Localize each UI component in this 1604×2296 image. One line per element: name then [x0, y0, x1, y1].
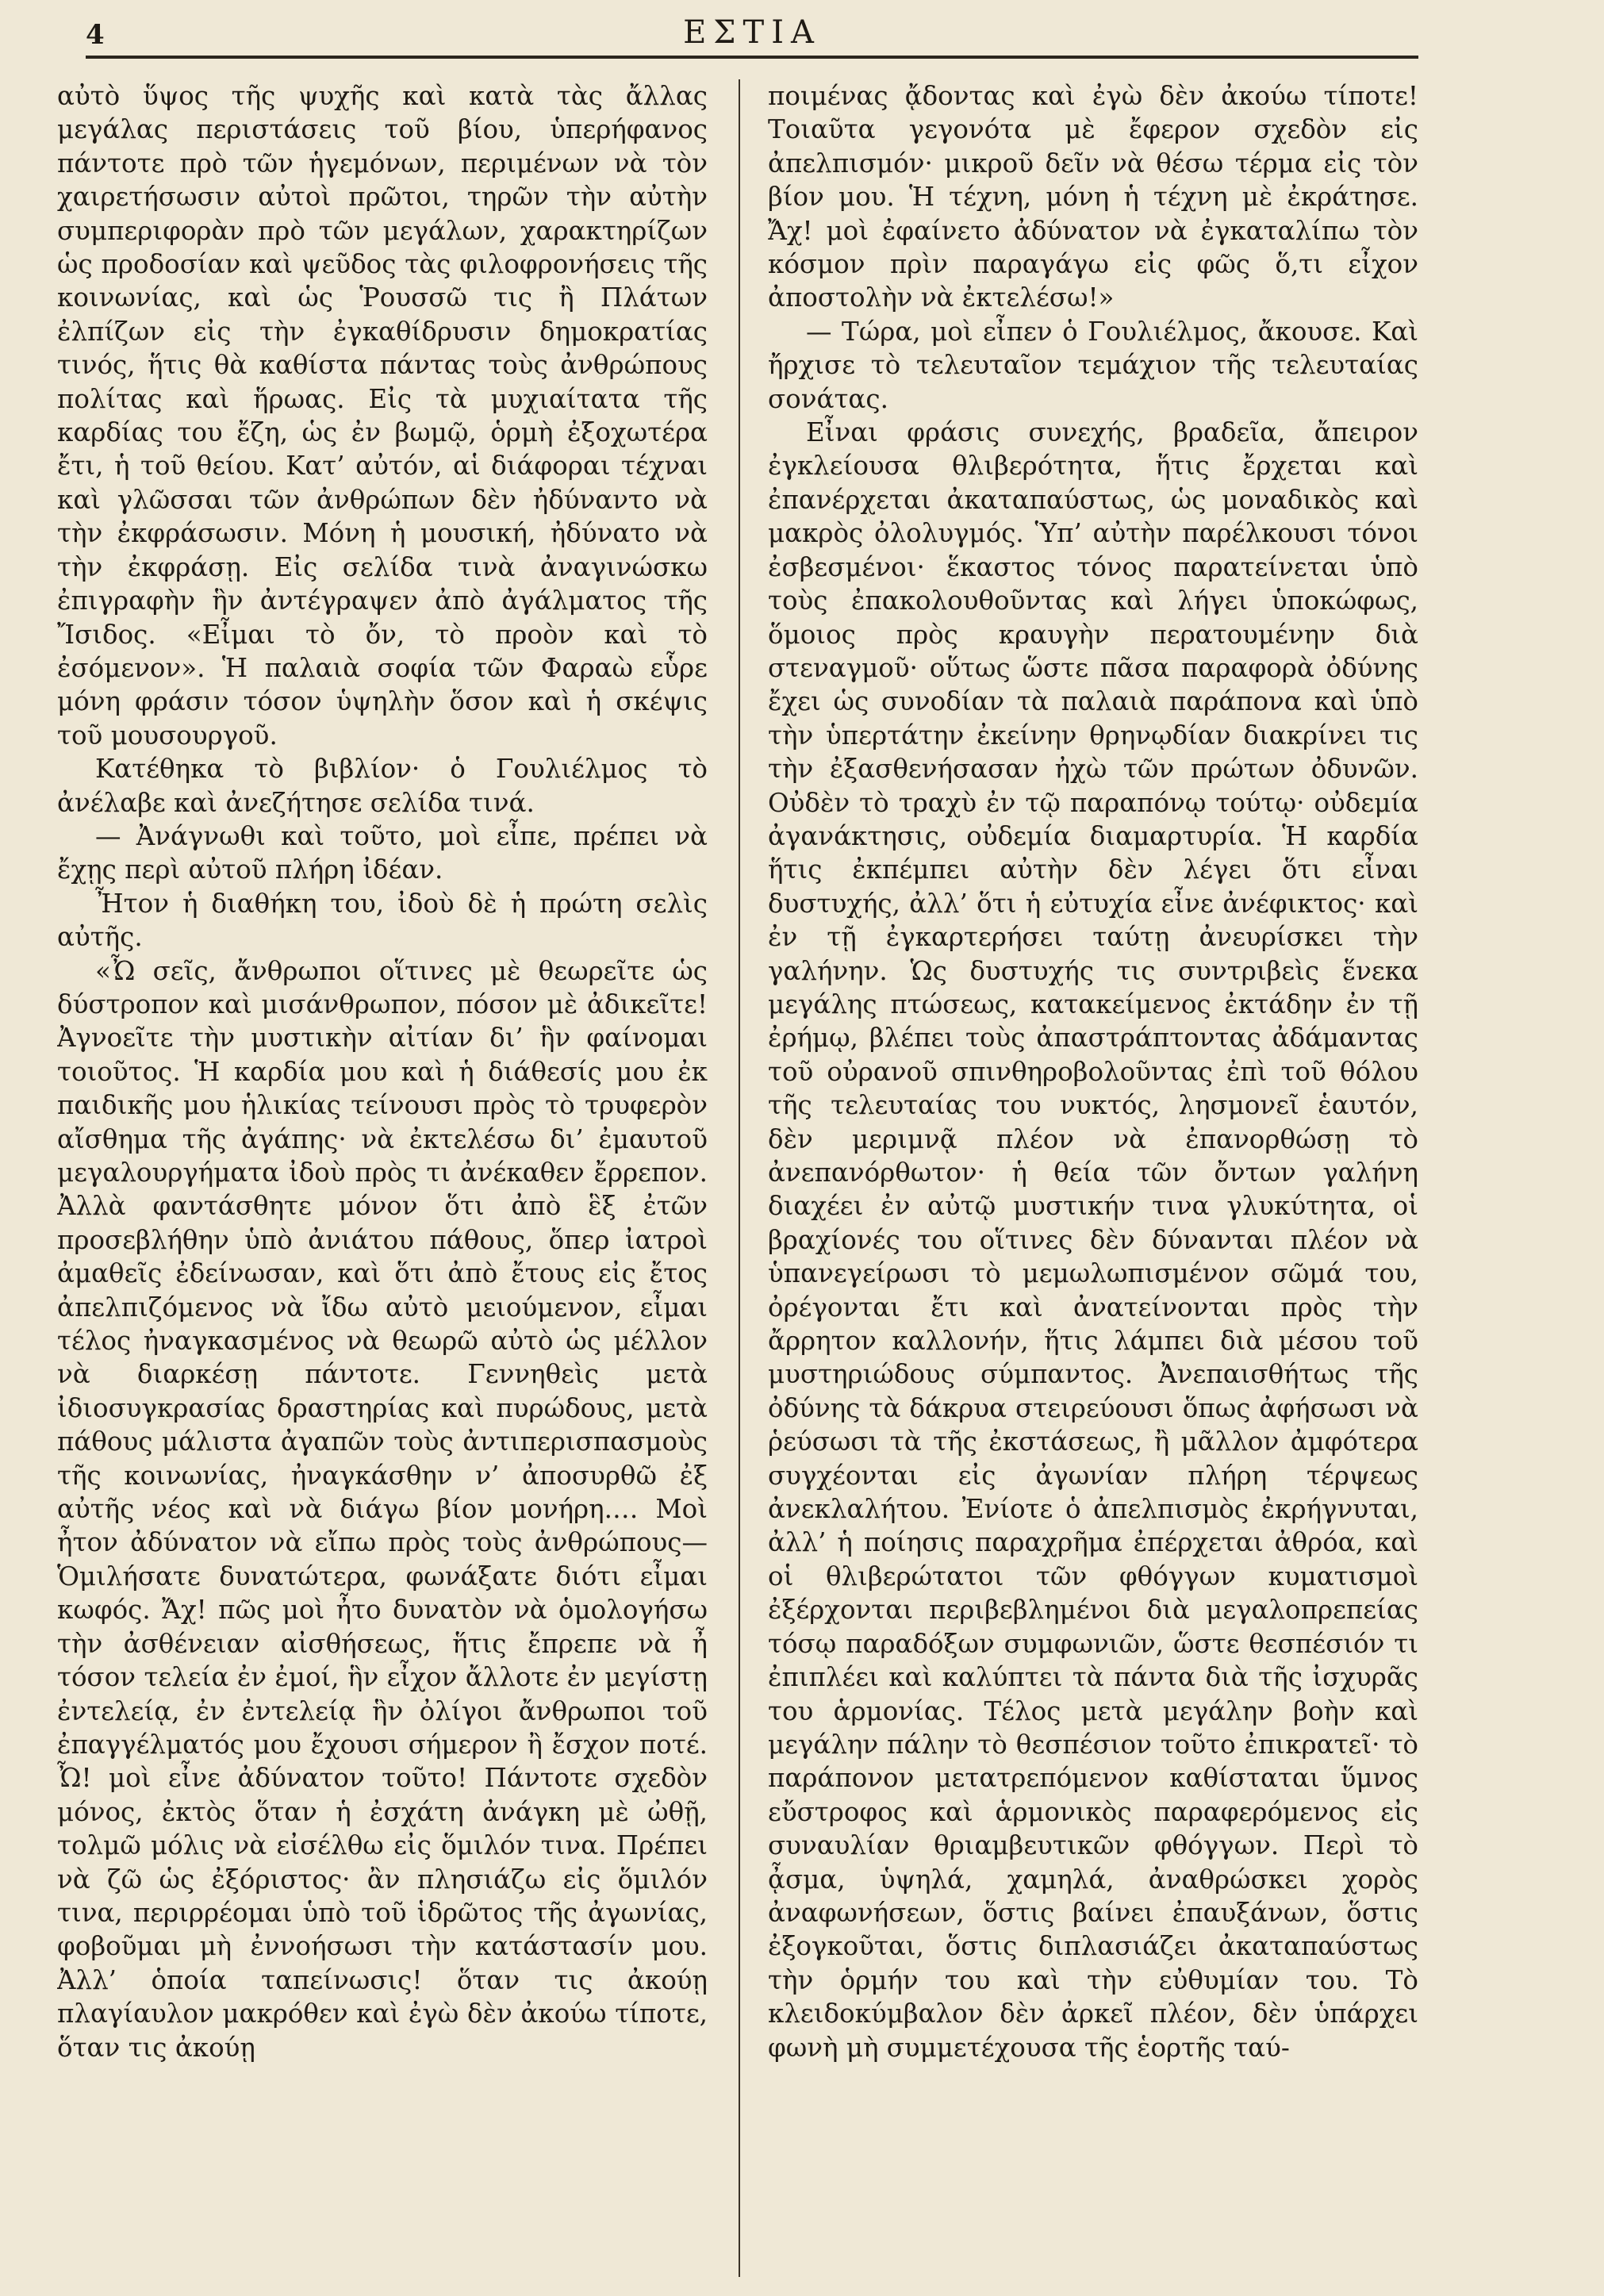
- paragraph: — Τώρα, μοὶ εἶπεν ὁ Γουλιέλμος, ἄκουσε. Καὶ ἤρχισε τὸ τελευταῖον τεμάχιον τῆς τελευταίας σονάτας.: [768, 316, 1418, 414]
- header-rule: [86, 56, 1418, 59]
- page-header: [86, 11, 1418, 57]
- paragraph: Εἶναι φράσις συνεχής, βραδεῖα, ἄπειρον ἐγκλείουσα θλιβερότητα, ἥτις ἔρχεται καὶ ἐπανέρχεται ἀκαταπαύστως, ὡς μοναδικὸς καὶ μακρὸς ὀλολυγμός. Ὑπ’ αὐτὴν παρέλκουσι τόνοι ἐσβεσμένοι· ἕκαστος τόνος παρατείνεται ὑπὸ τοὺς ἐπακολουθοῦντας καὶ λήγει ὑποκώφως, ὅμοιος πρὸς κραυγὴν περατουμένην διὰ στεναγμοῦ· οὕτως ὥστε πᾶσα παραφορὰ ὀδύνης ἔχει ὡς συνοδίαν τὰ παλαιὰ παράπονα καὶ ὑπὸ τὴν ὑπερτάτην ἐκείνην θρηνῳδίαν διακρίνει τις τὴν ἐξασθενήσασαν ἠχὼ τῶν πρώτων ὀδυνῶν. Οὐδὲν τὸ τραχὺ ἐν τῷ παραπόνῳ τούτῳ· οὐδεμία ἀγανάκτησις, οὐδεμία διαμαρτυρία. Ἡ καρδία ἥτις ἐκπέμπει αὐτὴν δὲν λέγει ὅτι εἶναι δυστυχής, ἀλλ’ ὅτι ἡ εὐτυχία εἶνε ἀνέφικτος· καὶ ἐν τῇ ἐγκαρτερήσει ταύτῃ ἀνευρίσκει τὴν γαλήνην. Ὡς δυστυχής τις συντριβεὶς ἕνεκα μεγάλης πτώσεως, κατακείμενος ἐκτάδην ἐν τῇ ἐρήμῳ, βλέπει τοὺς ἀπαστράπτοντας ἀδάμαντας τοῦ οὐρανοῦ σπινθηροβολοῦντας ἐπὶ τοῦ θόλου τῆς τελευταίας του νυκτός, λησμονεῖ ἑαυτόν, δὲν μεριμνᾷ πλέον νὰ ἐπανορθώσῃ τὸ ἀνεπανόρθωτον· ἡ θεία τῶν ὄντων γαλήνη διαχέει ἐν αὐτῷ μυστικήν τινα γλυκύτητα, οἱ βραχίονές του οἵτινες δὲν δύνανται πλέον νὰ ὑπανεγείρωσι τὸ μεμωλωπισμένον σῶμά του, ὀρέγονται ἔτι καὶ ἀνατείνονται πρὸς τὴν ἄρρητον καλλονήν, ἥτις λάμπει διὰ μέσου τοῦ μυστηριώδους σύμπαντος. Ἀνεπαισθήτως τῆς ὀδύνης τὰ δάκρυα στειρεύουσι ὅπως ἀφήσωσι νὰ ῥεύσωσι τὰ τῆς ἐκστάσεως, ἢ μᾶλλον ἀμφότερα συγχέονται εἰς ἀγωνίαν πλήρη τέρψεως ἀνεκλαλήτου. Ἐνίοτε ὁ ἀπελπισμὸς ἐκρήγνυται, ἀλλ’ ἡ ποίησις παραχρῆμα ἐπέρχεται ἀθρόα, καὶ οἱ θλιβερώτατοι τῶν φθόγγων κυματισμοὶ ἐξέρχονται περιβεβλημένοι διὰ μεγαλοπρεπείας τόσῳ παραδόξων συμφωνιῶν, ὥστε θεσπέσιόν τι ἐπιπλέει καὶ καλύπτει τὰ πάντα διὰ τῆς ἰσχυρᾶς του ἁρμονίας. Τέλος μετὰ μεγάλην βοὴν καὶ μεγάλην πάλην τὸ θεσπέσιον τοῦτο ἐπικρατεῖ· τὸ παράπονον μετατρεπόμενον καθίσταται ὕμνος εὔστροφος καὶ ἁρμονικὸς παραφερόμενος εἰς συναυλίαν θριαμβευτικῶν φθόγγων. Περὶ τὸ ᾆσμα, ὑψηλά, χαμηλά, ἀναθρώσκει χορὸς ἀναφωνήσεων, ὅστις βαίνει ἐπαυξάνων, ὅστις ἐξογκοῦται, ὅστις διπλασιάζει ἀκαταπαύστως τὴν ὁρμήν του καὶ τὴν εὐθυμίαν του. Τὸ κλειδοκύμβαλον δὲν ἀρκεῖ πλέον, δὲν ὑπάρχει φωνὴ μὴ συμμετέχουσα τῆς ἑορτῆς ταύ-: [768, 417, 1418, 2063]
- running-title: ΕΣΤΙΑ: [683, 14, 821, 51]
- left-column: [57, 79, 708, 2277]
- paragraph: αὐτὸ ὕψος τῆς ψυχῆς καὶ κατὰ τὰς ἄλλας μεγάλας περιστάσεις τοῦ βίου, ὑπερήφανος πάντοτε πρὸ τῶν ἡγεμόνων, περιμένων νὰ τὸν χαιρετήσωσιν αὐτοὶ πρῶτοι, τηρῶν τὴν αὐτὴν συμπεριφορὰν πρὸ τῶν μεγάλων, χαρακτηρίζων ὡς προδοσίαν καὶ ψεῦδος τὰς φιλοφρονήσεις τῆς κοινωνίας, καὶ ὡς Ῥουσσῶ τις ἢ Πλάτων ἐλπίζων εἰς τὴν ἐγκαθίδρυσιν δημοκρατίας τινός, ἥτις θὰ καθίστα πάντας τοὺς ἀνθρώπους πολίτας καὶ ἥρωας. Εἰς τὰ μυχιαίτατα τῆς καρδίας του ἔζη, ὡς ἐν βωμῷ, ὁρμὴ ἐξοχωτέρα ἔτι, ἡ τοῦ θείου. Κατ’ αὐτόν, αἱ διάφοραι τέχναι καὶ γλῶσσαι τῶν ἀνθρώπων δὲν ἠδύναντο νὰ τὴν ἐκφράσωσιν. Μόνη ἡ μουσική, ἠδύνατο νὰ τὴν ἐκφράσῃ. Εἰς σελίδα τινὰ ἀναγινώσκω ἐπιγραφὴν ἣν ἀντέγραψεν ἀπὸ ἀγάλματος τῆς Ἴσιδος. «Εἶμαι τὸ ὄν, τὸ προὸν καὶ τὸ ἐσόμενον». Ἡ παλαιὰ σοφία τῶν Φαραὼ εὗρε μόνη φράσιν τόσον ὑψηλὴν ὅσον καὶ ἡ σκέψις τοῦ μουσουργοῦ.: [57, 81, 708, 751]
- paragraph: Κατέθηκα τὸ βιβλίον· ὁ Γουλιέλμος τὸ ἀνέλαβε καὶ ἀνεζήτησε σελίδα τινά.: [57, 754, 708, 818]
- right-column: [768, 79, 1418, 2277]
- paragraph: ποιμένας ᾄδοντας καὶ ἐγὼ δὲν ἀκούω τίποτε! Τοιαῦτα γεγονότα μὲ ἔφερον σχεδὸν εἰς ἀπελπισμόν· μικροῦ δεῖν νὰ θέσω τέρμα εἰς τὸν βίον μου. Ἡ τέχνη, μόνη ἡ τέχνη μὲ ἐκράτησε. Ἄχ! μοὶ ἐφαίνετο ἀδύνατον νὰ ἐγκαταλίπω τὸν κόσμον πρὶν παραγάγω εἰς φῶς ὅ,τι εἶχον ἀποστολὴν νὰ ἐκτελέσω!»: [768, 81, 1418, 313]
- page-number: 4: [86, 19, 105, 51]
- paragraph: «Ὦ σεῖς, ἄνθρωποι οἵτινες μὲ θεωρεῖτε ὡς δύστροπον καὶ μισάνθρωπον, πόσον μὲ ἀδικεῖτε! Ἀγνοεῖτε τὴν μυστικὴν αἰτίαν δι’ ἣν φαίνομαι τοιοῦτος. Ἡ καρδία μου καὶ ἡ διάθεσίς μου ἐκ παιδικῆς μου ἡλικίας τείνουσι πρὸς τὸ τρυφερὸν αἴσθημα τῆς ἀγάπης· νὰ ἐκτελέσω δι’ ἐμαυτοῦ μεγαλουργήματα ἰδοὺ πρὸς τι ἀνέκαθεν ἔρρεπον. Ἀλλὰ φαντάσθητε μόνον ὅτι ἀπὸ ἓξ ἐτῶν προσεβλήθην ὑπὸ ἀνιάτου πάθους, ὅπερ ἰατροὶ ἀμαθεῖς ἐδείνωσαν, καὶ ὅτι ἀπὸ ἔτους εἰς ἔτος ἀπελπιζόμενος νὰ ἴδω αὐτὸ μειούμενον, εἶμαι τέλος ἠναγκασμένος νὰ θεωρῶ αὐτὸ ὡς μέλλον νὰ διαρκέσῃ πάντοτε. Γεννηθεὶς μετὰ ἰδιοσυγκρασίας δραστηρίας καὶ πυρώδους, μετὰ πάθους μάλιστα ἀγαπῶν τοὺς ἀντιπερισπασμοὺς τῆς κοινωνίας, ἠναγκάσθην ν’ ἀποσυρθῶ ἐξ αὐτῆς νέος καὶ νὰ διάγω βίον μονήρη.… Μοὶ ἦτον ἀδύνατον νὰ εἴπω πρὸς τοὺς ἀνθρώπους—Ὁμιλήσατε δυνατώτερα, φωνάξατε διότι εἶμαι κωφός. Ἄχ! πῶς μοὶ ἦτο δυνατὸν νὰ ὁμολογήσω τὴν ἀσθένειαν αἰσθήσεως, ἥτις ἔπρεπε νὰ ἦ τόσον τελεία ἐν ἐμοί, ἣν εἶχον ἄλλοτε ἐν μεγίστῃ ἐντελείᾳ, ἐν ἐντελείᾳ ἣν ὀλίγοι ἄνθρωποι τοῦ ἐπαγγέλματός μου ἔχουσι σήμερον ἢ ἔσχον ποτέ. Ὦ! μοὶ εἶνε ἀδύνατον τοῦτο! Πάντοτε σχεδὸν μόνος, ἐκτὸς ὅταν ἡ ἐσχάτη ἀνάγκη μὲ ὠθῇ, τολμῶ μόλις νὰ εἰσέλθω εἰς ὅμιλόν τινα. Πρέπει νὰ ζῶ ὡς ἐξόριστος· ἂν πλησιάζω εἰς ὅμιλόν τινα, περιρρέομαι ὑπὸ τοῦ ἱδρῶτος τῆς ἀγωνίας, φοβοῦμαι μὴ ἐννοήσωσι τὴν κατάστασίν μου. Ἀλλ’ ὁποία ταπείνωσις! ὅταν τις ἀκούῃ πλαγίαυλον μακρόθεν καὶ ἐγὼ δὲν ἀκούω τίποτε, ὅταν τις ἀκούῃ: [57, 955, 708, 2063]
- paragraph: Ἦτον ἡ διαθήκη του, ἰδοὺ δὲ ἡ πρώτη σελὶς αὐτῆς.: [57, 888, 708, 953]
- paragraph: — Ἀνάγνωθι καὶ τοῦτο, μοὶ εἶπε, πρέπει νὰ ἔχῃς περὶ αὐτοῦ πλήρη ἰδέαν.: [57, 820, 708, 885]
- column-divider: [739, 79, 740, 2277]
